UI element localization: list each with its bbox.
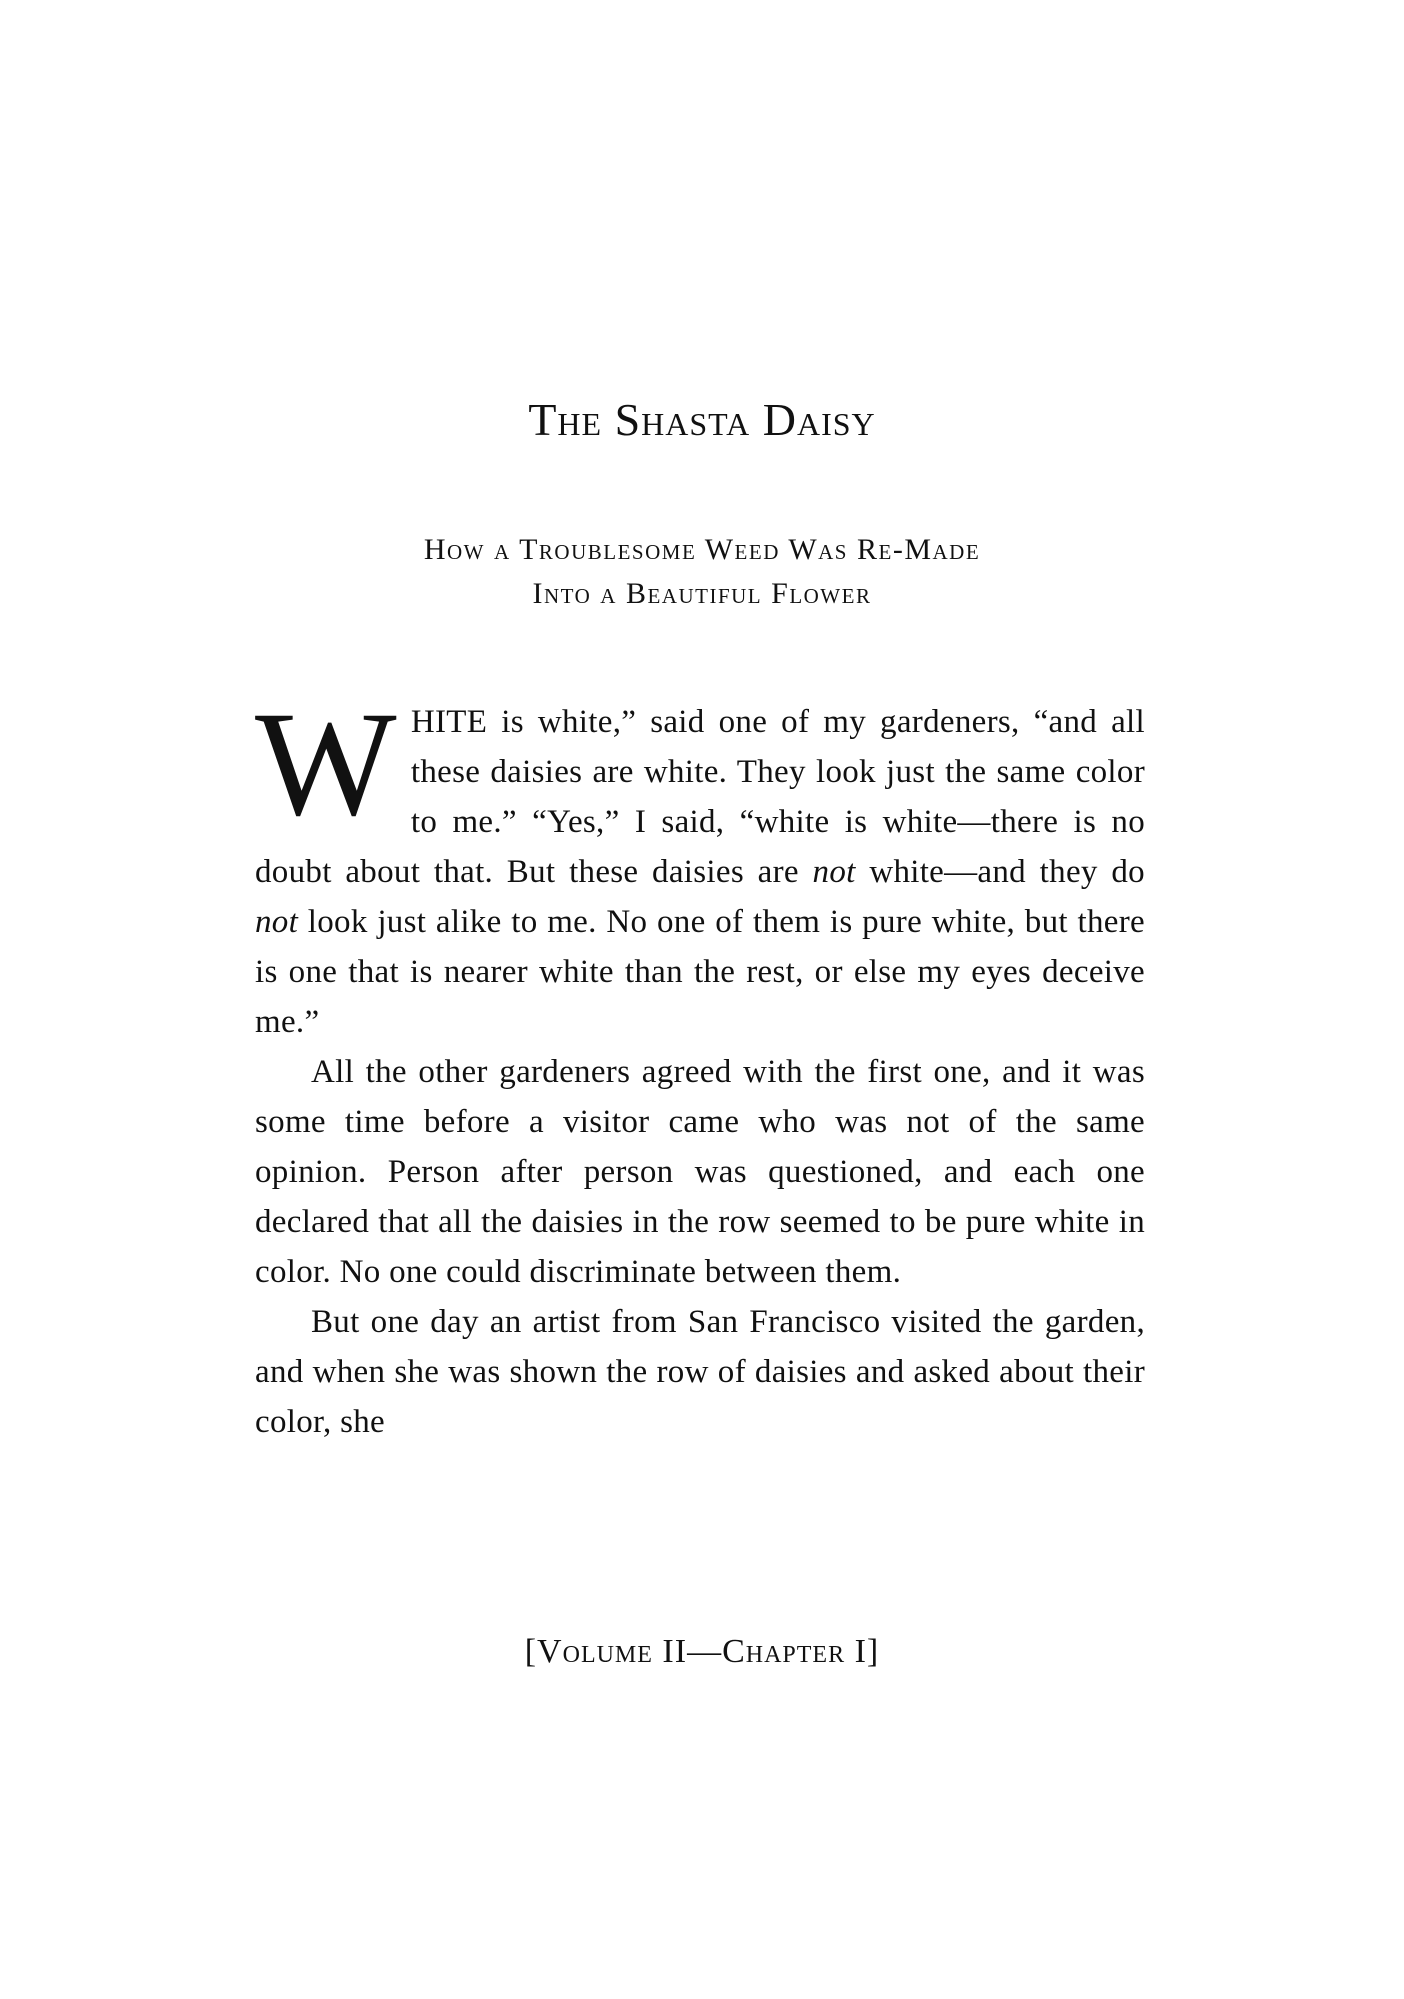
chapter-title: The Shasta Daisy [528, 394, 876, 445]
paragraph-1-text-c: look just alike to me. No one of them is pure white, but there is one that is nearer white than the rest, or else my eyes deceive me.” [255, 904, 1145, 1040]
chapter-subtitle [0, 528, 1404, 616]
subtitle-line-2: Into a Beautiful Flower [532, 577, 872, 610]
emphasis-not-1: not [812, 854, 856, 890]
emphasis-not-2: not [255, 904, 299, 940]
paragraph-2: All the other gardeners agreed with the first one, and it was some time before a visitor came who was not of the same opinion. Person after person was questioned, and each one declared that all the daisies in the row seemed to be pure white in color. No one could discriminate between them. [255, 1054, 1145, 1290]
subtitle-line-1: How a Troublesome Weed Was Re-Made [423, 533, 981, 566]
paragraph-1-text-b: white—and they do [855, 854, 1145, 890]
page-footer: [Volume II—Chapter I] [524, 1633, 880, 1670]
paragraph-3: But one day an artist from San Francisco visited the garden, and when she was shown the row of daisies and asked about their color, she [255, 1304, 1145, 1440]
paragraph-1-text-a: HITE is white,” said one of my gardeners, “and all these daisies are white. They look just the same color to me.” “Yes,” I said, “white is white—there is no doubt about that. But these daisies are [255, 704, 1145, 890]
body-text [255, 681, 1145, 1447]
drop-cap: W [255, 681, 397, 847]
paragraph-1 [255, 681, 1145, 1047]
